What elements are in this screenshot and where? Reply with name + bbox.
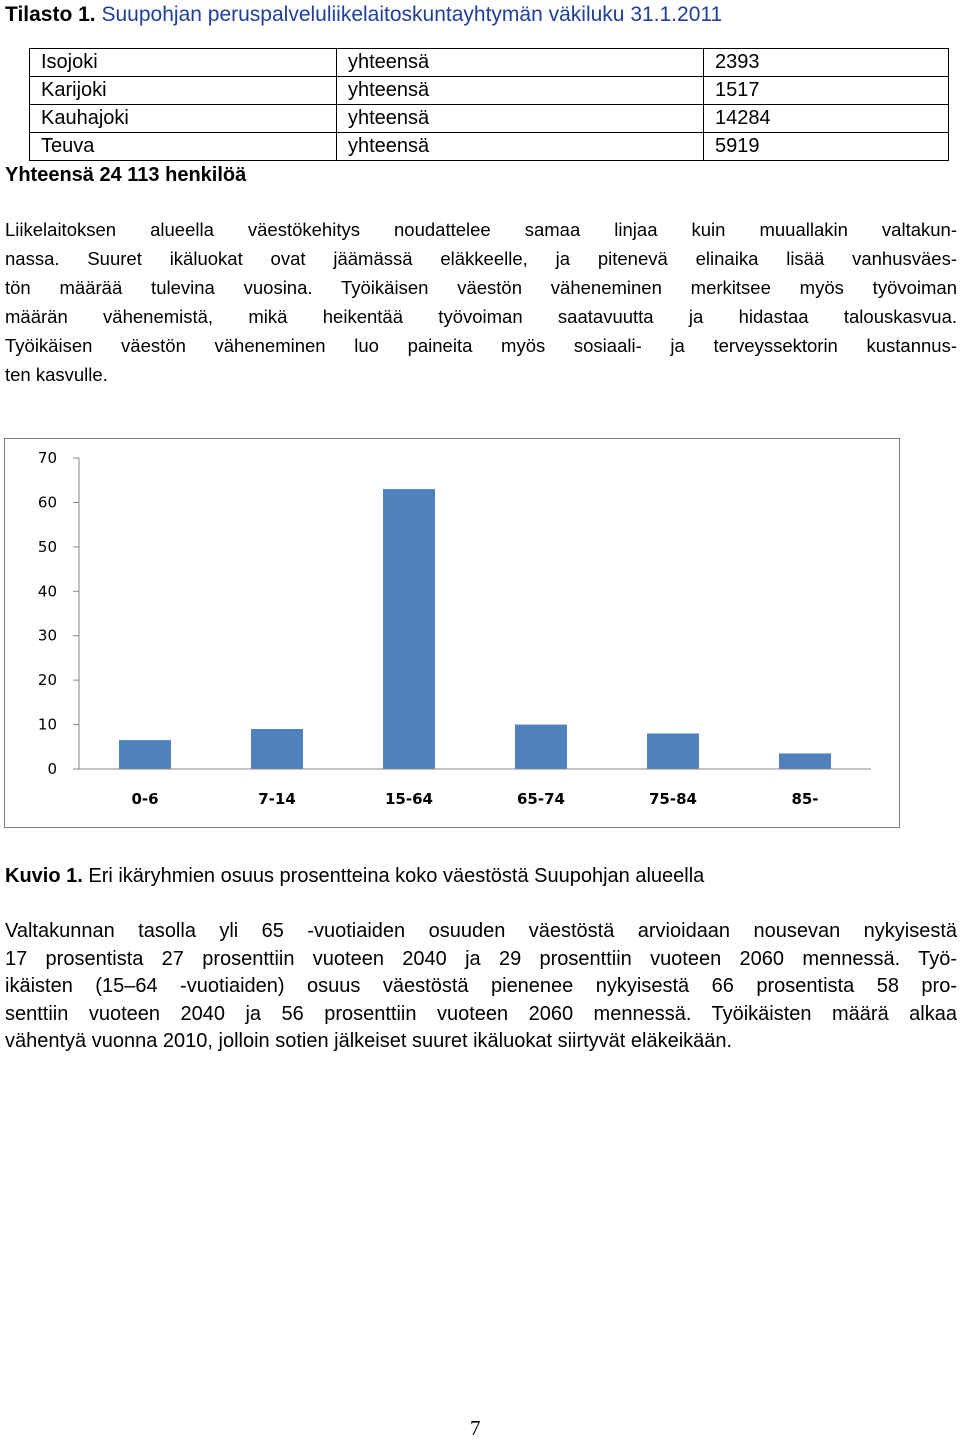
y-tick-label: 60: [37, 493, 57, 512]
municipality-cell: Teuva: [30, 133, 337, 161]
figure-caption: [5, 865, 704, 888]
bar-85-: [779, 753, 831, 769]
type-cell: yhteensä: [337, 133, 704, 161]
paragraph-line: määrän vähenemistä, mikä heikentää työvoiman saatavuutta ja hidastaa talouskasvua.: [5, 306, 957, 327]
x-tick-label: 7-14: [258, 790, 296, 808]
paragraph-population-trend: [5, 215, 957, 389]
age-group-chart: [4, 438, 900, 828]
x-tick-label: 0-6: [131, 790, 159, 808]
table-row: [30, 49, 949, 77]
table-caption: [5, 3, 722, 27]
page-number: 7: [470, 1416, 481, 1440]
table-row: [30, 133, 949, 161]
paragraph-line: vähentyä vuonna 2010, jolloin sotien jälkeiset suuret ikäluokat siirtyvät eläkeikään.: [5, 1030, 733, 1052]
population-table: [29, 48, 949, 161]
figure-caption-text: Eri ikäryhmien osuus prosentteina koko väestöstä Suupohjan alueella: [88, 865, 705, 887]
value-cell: 5919: [704, 133, 949, 161]
type-cell: yhteensä: [337, 77, 704, 105]
type-cell: yhteensä: [337, 49, 704, 77]
bar-15-64: [383, 489, 435, 769]
x-tick-label: 65-74: [517, 790, 565, 808]
table-caption-text: Suupohjan peruspalveluliikelaitoskuntayhtymän väkiluku 31.1.2011: [101, 3, 723, 26]
x-tick-label: 85-: [791, 790, 819, 808]
bar-65-74: [515, 725, 567, 769]
paragraph-line: senttiin vuoteen 2040 ja 56 prosenttiin vuoteen 2060 mennessä. Työikäisten määrä alkaa: [5, 1002, 957, 1025]
y-tick-label: 0: [47, 760, 57, 778]
table-caption-label: Tilasto 1.: [5, 3, 96, 26]
x-tick-label: 15-64: [385, 790, 433, 808]
population-total: Yhteensä 24 113 henkilöä: [5, 164, 247, 186]
type-cell: yhteensä: [337, 105, 704, 133]
x-tick-label: 75-84: [649, 790, 697, 808]
bar-75-84: [647, 733, 699, 769]
value-cell: 1517: [704, 77, 949, 105]
paragraph-line: Valtakunnan tasolla yli 65 -vuotiaiden osuuden väestöstä arvioidaan nousevan nykyisestä: [5, 920, 957, 942]
paragraph-national-projection: [5, 918, 957, 1056]
y-tick-label: 10: [37, 715, 57, 734]
bar-0-6: [119, 740, 171, 769]
y-tick-label: 20: [37, 671, 57, 690]
paragraph-line: 17 prosentista 27 prosenttiin vuoteen 2040 ja 29 prosenttiin vuoteen 2060 mennessä. Työ-: [5, 947, 957, 970]
municipality-cell: Isojoki: [30, 49, 337, 77]
y-tick-label: 70: [37, 449, 57, 467]
table-row: [30, 77, 949, 105]
value-cell: 2393: [704, 49, 949, 77]
chart-canvas: [5, 439, 899, 827]
value-cell: 14284: [704, 105, 949, 133]
paragraph-line: Työikäisen väestön väheneminen luo paineita myös sosiaali- ja terveyssektorin kustannus-: [5, 335, 957, 356]
y-tick-label: 50: [37, 537, 57, 556]
municipality-cell: Karijoki: [30, 77, 337, 105]
figure-caption-label: Kuvio 1.: [5, 865, 83, 887]
paragraph-line: ten kasvulle.: [5, 364, 108, 385]
bar-7-14: [251, 729, 303, 769]
municipality-cell: Kauhajoki: [30, 105, 337, 133]
paragraph-line: Liikelaitoksen alueella väestökehitys noudattelee samaa linjaa kuin muuallakin valtakun-: [5, 219, 957, 240]
table-row: [30, 105, 949, 133]
paragraph-line: ikäisten (15–64 -vuotiaiden) osuus väestöstä pienenee nykyisestä 66 prosentista 58 pro-: [5, 975, 957, 997]
y-tick-label: 40: [37, 582, 57, 601]
y-tick-label: 30: [37, 626, 57, 645]
paragraph-line: nassa. Suuret ikäluokat ovat jäämässä eläkkeelle, ja pitenevä elinaika lisää vanhusväes-: [5, 248, 957, 269]
paragraph-line: tön määrää tulevina vuosina. Työikäisen väestön väheneminen merkitsee myös työvoiman: [5, 277, 957, 298]
